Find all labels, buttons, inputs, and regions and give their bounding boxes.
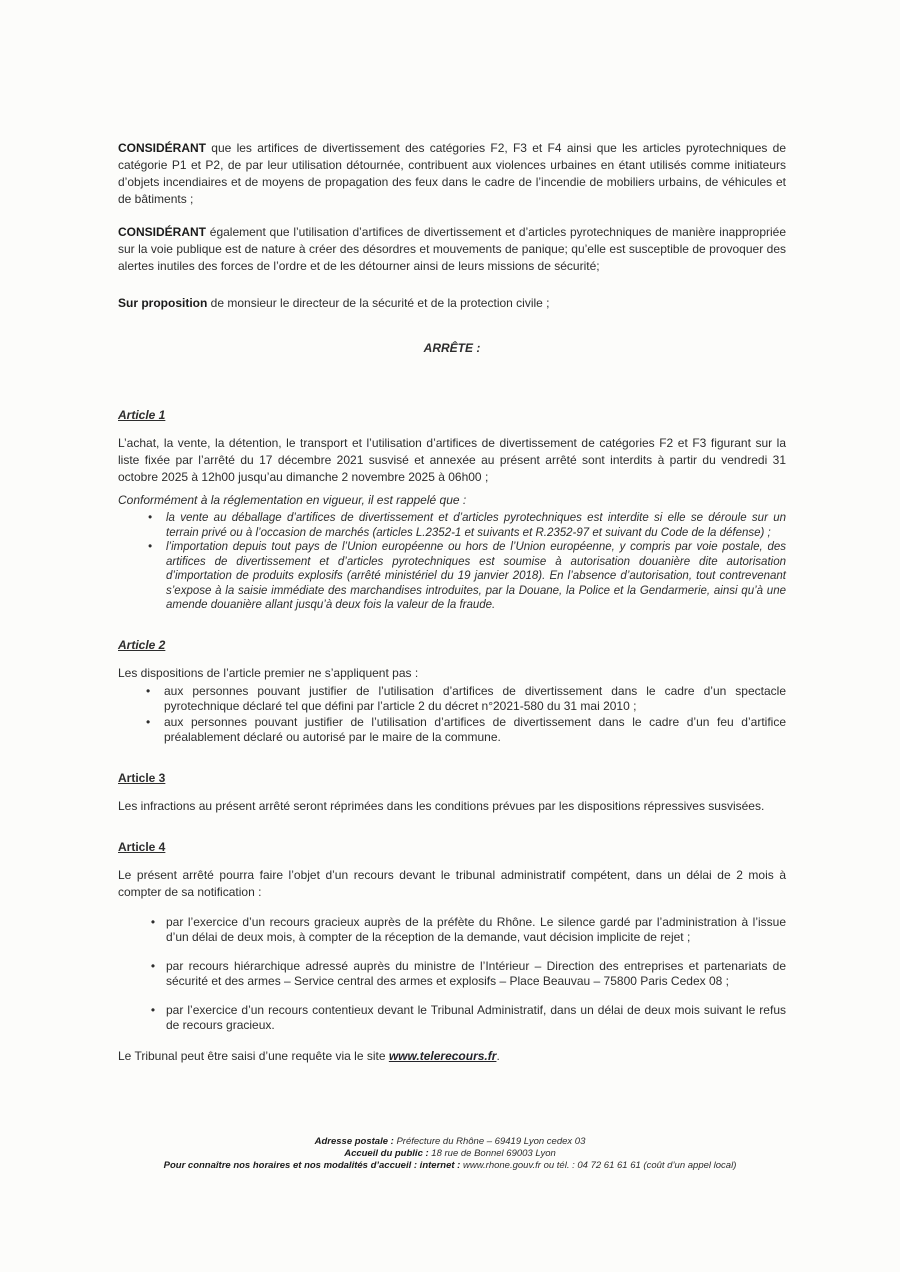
bullet-text: par l’exercice d’un recours gracieux auprès de la préfète du Rhône. Le silence gardé par l’administration à l’issue d’un délai de deux mois, à compter de la réception de la demande, vaut décision implicite de rejet ; [166, 914, 786, 944]
considerant-text: que les artifices de divertissement des catégories F2, F3 et F4 ainsi que les articles pyrotechniques de catégorie P1 et P2, de par leur utilisation détournée, contribuent aux violences urbaines en étant utilisés comme initiateurs d’objets incendiaires et de moyens de propagation des feux dans le cadre de l’incendie de mobiliers urbains, de véhicules et de bâtiments ; [118, 141, 786, 206]
considerant-paragraph-2 [118, 224, 786, 275]
footer [0, 1136, 900, 1172]
list-item [146, 715, 786, 746]
considerant-lead: CONSIDÉRANT [118, 225, 207, 239]
article-4-title: Article 4 [118, 839, 166, 854]
list-item [140, 915, 786, 946]
bullet-icon: • [148, 512, 153, 524]
considerant-paragraph-1 [118, 140, 786, 208]
bullet-icon: • [146, 683, 151, 698]
sur-proposition-paragraph [118, 295, 786, 312]
sur-proposition-text: de monsieur le directeur de la sécurité et de la protection civile ; [207, 296, 550, 310]
bullet-icon: • [148, 541, 153, 553]
article-3-paragraph: Les infractions au présent arrêté seront réprimées dans les conditions prévues par les dispositions répressives susvisées. [118, 798, 765, 813]
bullet-icon: • [150, 914, 156, 929]
article-1-reglementation-intro: Conformément à la réglementation en vigueur, il est rappelé que : [118, 493, 467, 507]
article-1-title: Article 1 [118, 408, 166, 422]
list-item [140, 1003, 786, 1034]
footer-label: Adresse postale : [314, 1136, 394, 1147]
article-2-bullet-list [146, 684, 786, 746]
sur-proposition-lead: Sur proposition [118, 296, 208, 310]
document-body [118, 140, 786, 1065]
telerecours-link[interactable]: www.telerecours.fr [388, 1048, 497, 1063]
list-item [148, 540, 786, 613]
bullet-text: par recours hiérarchique adressé auprès du ministre de l’Intérieur – Direction des entreprises et partenariats de sécurité et des armes – Service central des armes et explosifs – Place Beauvau – 75800 Paris Cedex 08 ; [166, 958, 786, 988]
article-3-title: Article 3 [118, 770, 166, 785]
list-item [146, 684, 786, 715]
considerant-lead: CONSIDÉRANT [118, 141, 207, 155]
bullet-text: aux personnes pouvant justifier de l’utilisation d’artifices de divertissement dans le cadre d’un spectacle pyrotechnique déclaré tel que défini par l’article 2 du décret n°2021-580 du 31 mai 2010 ; [164, 683, 786, 713]
footer-line-accueil [0, 1148, 900, 1160]
article-4-bullet-list [140, 915, 786, 1034]
footer-text: 18 rue de Bonnel 69003 Lyon [428, 1148, 556, 1159]
list-item [140, 959, 786, 990]
article-4-title-row [118, 815, 786, 867]
article-2-title: Article 2 [118, 637, 166, 652]
article-2-intro: Les dispositions de l’article premier ne s’appliquent pas : [118, 665, 419, 680]
footer-label: Accueil du public : [344, 1148, 429, 1159]
article-1-title-row [118, 383, 786, 435]
tribunal-text: Le Tribunal peut être saisi d’une requête via le site [118, 1048, 389, 1063]
arrete-heading: ARRÊTE : [423, 341, 481, 355]
bullet-text: l’importation depuis tout pays de l’Union européenne ou hors de l’Union européenne, y compris par voie postale, des artifices de divertissement et d’articles pyrotechniques est soumise à autorisation douanière dite autorisation d’importation de produits explosifs (arrêté ministériel du 19 janvier 2018). En l’absence d’autorisation, tout contrevenant s’expose à la saisie immédiate des marchandises introduites, par la Douane, la Police et la Gendarmerie, ainsi qu’à une amende douanière allant jusqu’à deux fois la valeur de la fraude. [166, 541, 786, 611]
bullet-icon: • [150, 1002, 156, 1017]
considerant-text: également que l’utilisation d’artifices de divertissement et d’articles pyrotechniques de manière inappropriée sur la voie publique est de nature à créer des désordres et mouvements de panique; qu’elle est susceptible de provoquer des alertes inutiles des forces de l’ordre et de les détourner ainsi de leurs missions de sécurité; [118, 225, 786, 273]
bullet-text: par l’exercice d’un recours contentieux devant le Tribunal Administratif, dans un délai de deux mois suivant le refus de recours gracieux. [166, 1002, 786, 1032]
footer-line-contact [0, 1160, 900, 1172]
article-1-paragraph: L’achat, la vente, la détention, le transport et l’utilisation d’artifices de divertissement de catégories F2 et F3 figurant sur la liste fixée par l’arrêté du 17 décembre 2021 susvisé et annexée au présent arrêté sont interdits à partir du vendredi 31 octobre 2025 à 12h00 jusqu’au dimanche 2 novembre 2025 à 06h00 ; [118, 436, 786, 484]
footer-line-postal [0, 1136, 900, 1148]
tribunal-paragraph [118, 1048, 786, 1065]
article-1-bullet-list [148, 511, 786, 613]
bullet-icon: • [146, 714, 151, 729]
article-4-intro: Le présent arrêté pourra faire l’objet d’un recours devant le tribunal administratif compétent, dans un délai de 2 mois à compter de sa notification : [118, 867, 786, 899]
footer-label: Pour connaître nos horaires et nos modalités d’accueil : internet : [163, 1160, 461, 1171]
article-3-title-row [118, 746, 786, 798]
article-2-title-row [118, 613, 786, 665]
footer-text: www.rhone.gouv.fr ou tél. : 04 72 61 61 61 (coût d’un appel local) [460, 1160, 737, 1171]
footer-text: Préfecture du Rhône – 69419 Lyon cedex 03 [393, 1136, 586, 1147]
bullet-text: la vente au déballage d’artifices de divertissement et d’articles pyrotechniques est interdite si elle se déroule sur un terrain privé ou à l’occasion de marchés (articles L.2352-1 et suivants et R.2352-97 et suivant du Code de la défense) ; [166, 512, 786, 539]
list-item [148, 511, 786, 540]
bullet-text: aux personnes pouvant justifier de l’utilisation d’artifices de divertissement dans le cadre d’un feu d’artifice préalablement déclaré ou autorisé par le maire de la commune. [164, 714, 786, 744]
tribunal-suffix: . [496, 1048, 500, 1063]
bullet-icon: • [150, 958, 156, 973]
